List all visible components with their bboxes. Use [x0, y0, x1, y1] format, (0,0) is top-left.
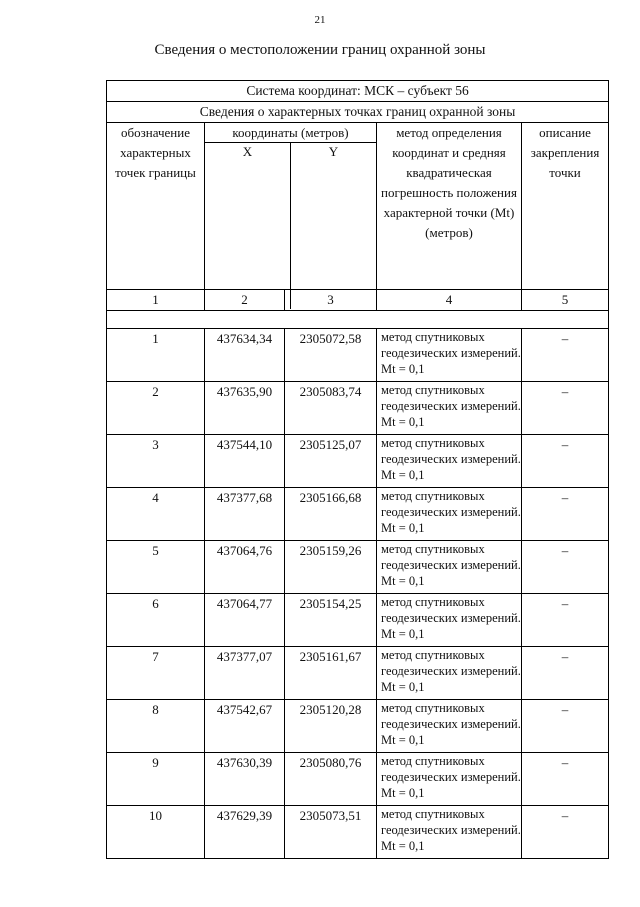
description-cell: – [522, 647, 609, 700]
blank-cell [107, 311, 609, 329]
description-cell: – [522, 329, 609, 382]
column-number: 2 [205, 290, 285, 311]
method-cell: метод спутниковых геодезических измерений. Mt = 0,1 [377, 806, 522, 859]
y-coordinate: 2305125,07 [285, 435, 377, 488]
x-coordinate: 437544,10 [205, 435, 285, 488]
coordinate-system-row [107, 81, 609, 102]
y-coordinate: 2305073,51 [285, 806, 377, 859]
method-cell: метод спутниковых геодезических измерений. Mt = 0,1 [377, 647, 522, 700]
y-coordinate: 2305161,67 [285, 647, 377, 700]
description-cell: – [522, 435, 609, 488]
table-row [107, 435, 609, 488]
description-cell: – [522, 700, 609, 753]
column-number: 5 [522, 290, 609, 311]
x-coordinate: 437377,68 [205, 488, 285, 541]
y-coordinate: 2305080,76 [285, 753, 377, 806]
table-row [107, 488, 609, 541]
table-row [107, 329, 609, 382]
y-coordinate: 2305159,26 [285, 541, 377, 594]
point-number: 7 [107, 647, 205, 700]
coordinates-column-header [205, 123, 377, 290]
point-number: 8 [107, 700, 205, 753]
y-coordinate: 2305083,74 [285, 382, 377, 435]
point-number: 5 [107, 541, 205, 594]
x-coordinate: 437629,39 [205, 806, 285, 859]
y-coordinate: 2305154,25 [285, 594, 377, 647]
column-number: 1 [107, 290, 205, 311]
column-header-row [107, 123, 609, 290]
y-coordinate: 2305120,28 [285, 700, 377, 753]
description-cell: – [522, 382, 609, 435]
description-cell: – [522, 541, 609, 594]
x-coordinate: 437630,39 [205, 753, 285, 806]
method-cell: метод спутниковых геодезических измерений. Mt = 0,1 [377, 541, 522, 594]
method-cell: метод спутниковых геодезических измерений. Mt = 0,1 [377, 488, 522, 541]
y-coordinate: 2305072,58 [285, 329, 377, 382]
method-column-header: метод определения координат и средняя квадратическая погрешность положения характерной точки (Mt) (метров) [377, 123, 522, 290]
coordinates-subheaders [205, 143, 376, 309]
description-cell: – [522, 594, 609, 647]
point-number: 1 [107, 329, 205, 382]
point-number: 2 [107, 382, 205, 435]
description-cell: – [522, 806, 609, 859]
point-number: 10 [107, 806, 205, 859]
x-coordinate: 437542,67 [205, 700, 285, 753]
description-cell: – [522, 488, 609, 541]
y-column-header: Y [290, 143, 376, 309]
point-number: 6 [107, 594, 205, 647]
method-cell: метод спутниковых геодезических измерений. Mt = 0,1 [377, 329, 522, 382]
coordinates-header-label: координаты (метров) [205, 123, 376, 143]
designation-column-header: обозначение характерных точек границы [107, 123, 205, 290]
description-cell: – [522, 753, 609, 806]
x-column-header: X [242, 144, 253, 159]
x-coordinate: 437634,34 [205, 329, 285, 382]
table-row [107, 594, 609, 647]
points-header-row [107, 102, 609, 123]
page-number: 21 [314, 14, 326, 26]
blank-row [107, 311, 609, 329]
coordinate-system-header: Система координат: МСК – субъект 56 [107, 81, 609, 102]
y-coordinate: 2305166,68 [285, 488, 377, 541]
method-cell: метод спутниковых геодезических измерений. Mt = 0,1 [377, 700, 522, 753]
point-number: 3 [107, 435, 205, 488]
point-number: 9 [107, 753, 205, 806]
document-title: Сведения о местоположении границ охранной зоны [154, 42, 486, 58]
method-cell: метод спутниковых геодезических измерений. Mt = 0,1 [377, 435, 522, 488]
column-number: 3 [285, 290, 377, 311]
points-info-header: Сведения о характерных точках границ охранной зоны [107, 102, 609, 123]
table-row [107, 806, 609, 859]
x-coordinate: 437635,90 [205, 382, 285, 435]
x-coordinate: 437064,77 [205, 594, 285, 647]
table-row [107, 541, 609, 594]
x-coordinate: 437377,07 [205, 647, 285, 700]
method-cell: метод спутниковых геодезических измерений. Mt = 0,1 [377, 753, 522, 806]
point-number: 4 [107, 488, 205, 541]
column-number: 4 [377, 290, 522, 311]
boundary-points-table [106, 80, 609, 859]
table-row [107, 647, 609, 700]
description-column-header: описание закрепления точки [522, 123, 609, 290]
method-cell: метод спутниковых геодезических измерений. Mt = 0,1 [377, 382, 522, 435]
table-row [107, 700, 609, 753]
table-row [107, 382, 609, 435]
method-cell: метод спутниковых геодезических измерений. Mt = 0,1 [377, 594, 522, 647]
table-row [107, 753, 609, 806]
x-coordinate: 437064,76 [205, 541, 285, 594]
